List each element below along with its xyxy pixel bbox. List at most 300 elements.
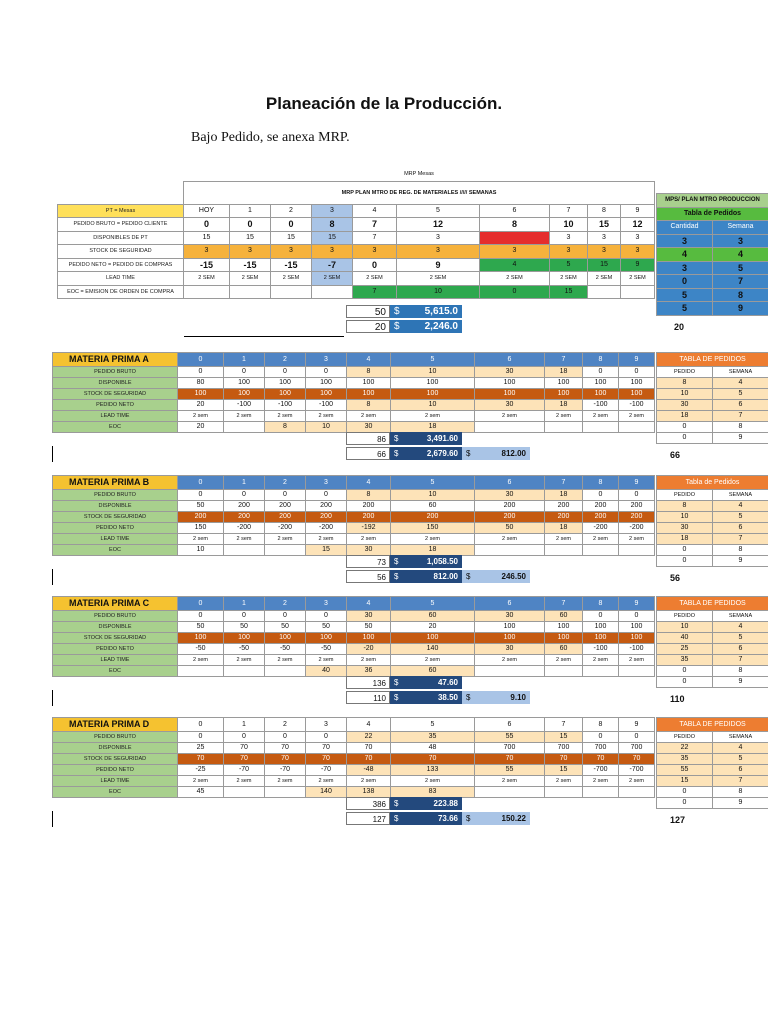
table-row — [53, 655, 655, 666]
cell: 30 — [347, 422, 391, 433]
total-extra: 246.50 — [501, 572, 526, 581]
cell — [588, 285, 621, 299]
cell: 55 — [475, 765, 545, 776]
cell: 20 — [178, 400, 224, 411]
cell: 30 — [475, 644, 545, 655]
week-cell: 5 — [391, 353, 475, 367]
week-cell: 4 — [347, 597, 391, 611]
cell — [230, 285, 271, 299]
cell: 0 — [178, 611, 224, 622]
cell: 0 — [224, 490, 265, 501]
cell: 2 sem — [583, 411, 619, 422]
row-label: EOC — [53, 787, 178, 798]
orders-col-header: SEMANA — [713, 490, 768, 501]
cell: 100 — [391, 633, 475, 644]
cell: 2 sem — [619, 534, 655, 545]
cell: 100 — [545, 389, 583, 400]
cell: 60 — [545, 611, 583, 622]
cell: 70 — [347, 754, 391, 765]
orders-col-header: SEMANA — [713, 732, 768, 743]
cell: 2 sem — [583, 776, 619, 787]
cell: 25 — [178, 743, 224, 754]
total-qty: 386 — [346, 797, 390, 810]
cell: 6 — [713, 765, 768, 776]
cell: 5 — [713, 633, 768, 644]
cell: 0 — [353, 258, 397, 272]
cell: 200 — [475, 512, 545, 523]
cell: 0 — [583, 732, 619, 743]
cell: 10 — [550, 218, 588, 232]
cell: 70 — [265, 754, 306, 765]
cell — [619, 422, 655, 433]
cell: 5 — [657, 302, 713, 316]
table-row — [53, 743, 655, 754]
cell: 3 — [184, 245, 230, 259]
cell: 15 — [306, 545, 347, 556]
orders-title: TABLA DE PEDIDOS — [657, 718, 768, 732]
material-total-1: 136 $ 47.60 — [346, 676, 462, 689]
cell: 5 — [657, 288, 713, 302]
row-label: PEDIDO NETO — [53, 400, 178, 411]
cell: 2 sem — [619, 411, 655, 422]
cell: 10 — [391, 367, 475, 378]
cell — [480, 231, 550, 245]
table-row — [58, 258, 655, 272]
row-label: PEDIDO BRUTO — [53, 611, 178, 622]
week-cell: HOY — [184, 204, 230, 218]
orders-sum: 127 — [670, 815, 686, 825]
week-cell: 3 — [306, 476, 347, 490]
orders-title: TABLA DE PEDIDOS — [657, 353, 768, 367]
cell: 100 — [224, 378, 265, 389]
cell: -100 — [306, 400, 347, 411]
cell: 140 — [391, 644, 475, 655]
pt-total-row-2: 20 $ 2,246.0 — [346, 320, 462, 333]
week-cell: 2 — [265, 476, 306, 490]
cell: 2 sem — [306, 655, 347, 666]
cell: 100 — [224, 389, 265, 400]
cell: -100 — [583, 400, 619, 411]
total-amount: 223.88 — [433, 799, 458, 808]
cell: -70 — [306, 765, 347, 776]
cell: 100 — [391, 378, 475, 389]
cell: 2 sem — [265, 655, 306, 666]
row-label: PEDIDO BRUTO — [53, 490, 178, 501]
row-label: EOC = EMISION DE ORDEN DE COMPRA — [58, 285, 184, 299]
cell: 140 — [306, 787, 347, 798]
table-row — [58, 245, 655, 259]
mps-table — [656, 193, 768, 316]
cell: 7 — [713, 534, 768, 545]
mps-title: MPS/ PLAN MTRO PRODUCCION — [657, 194, 768, 208]
cell: 2 sem — [475, 776, 545, 787]
cell: 100 — [583, 622, 619, 633]
cell: 2 sem — [475, 411, 545, 422]
cell: 20 — [391, 622, 475, 633]
total-amount: 3,491.60 — [426, 434, 458, 443]
cell: 40 — [306, 666, 347, 677]
cell: 2 sem — [224, 776, 265, 787]
cell: 10 — [178, 545, 224, 556]
table-row — [53, 633, 655, 644]
cell: 2 sem — [178, 655, 224, 666]
cell: 3 — [657, 261, 713, 275]
week-cell: 5 — [391, 476, 475, 490]
cell: 2 sem — [619, 776, 655, 787]
cell — [265, 545, 306, 556]
cell: 100 — [475, 389, 545, 400]
cell: -192 — [347, 523, 391, 534]
cell: 700 — [583, 743, 619, 754]
row-label: LEAD TIME — [58, 272, 184, 286]
cell: 2 sem — [265, 411, 306, 422]
cell: 200 — [583, 512, 619, 523]
cell: 2 sem — [545, 411, 583, 422]
material-total-2: 127 $ 73.66 $ 150.22 — [346, 812, 530, 825]
cell: 700 — [619, 743, 655, 754]
week-cell: 3 — [306, 597, 347, 611]
total-extra: 150.22 — [501, 814, 526, 823]
week-cell: 6 — [475, 353, 545, 367]
total-extra: 812.00 — [501, 449, 526, 458]
cell: 70 — [619, 754, 655, 765]
mrp-caption: MRP Mesas — [404, 171, 434, 177]
cell: 8 — [347, 490, 391, 501]
cell: 3 — [657, 234, 713, 248]
cell: 35 — [657, 754, 713, 765]
cell: 0 — [224, 611, 265, 622]
cell — [583, 666, 619, 677]
table-row — [53, 422, 655, 433]
cell: 100 — [347, 633, 391, 644]
cell: 55 — [657, 765, 713, 776]
week-cell: 3 — [306, 353, 347, 367]
cell — [583, 787, 619, 798]
week-cell: 6 — [475, 597, 545, 611]
cell: 0 — [657, 798, 713, 809]
cell — [619, 545, 655, 556]
week-cell: 8 — [588, 204, 621, 218]
cell: 100 — [619, 389, 655, 400]
cell — [178, 666, 224, 677]
table-row — [53, 545, 655, 556]
cell: 2 sem — [265, 534, 306, 545]
cell: 3 — [397, 231, 480, 245]
row-label: DISPONIBLES DE PT — [58, 231, 184, 245]
cell: 0 — [265, 367, 306, 378]
week-cell: 6 — [475, 476, 545, 490]
cell: 2 SEM — [397, 272, 480, 286]
total-qty: 127 — [346, 812, 390, 825]
row-label: DISPONIBLE — [53, 501, 178, 512]
cell: 35 — [391, 732, 475, 743]
cell: 100 — [545, 622, 583, 633]
table-row — [53, 400, 655, 411]
week-cell: 2 — [265, 718, 306, 732]
cell: 70 — [545, 754, 583, 765]
cell: 0 — [306, 367, 347, 378]
total-qty: 50 — [346, 305, 390, 318]
week-cell: 6 — [480, 204, 550, 218]
cell: 0 — [657, 556, 713, 567]
total-qty: 66 — [346, 447, 390, 460]
week-cell: 0 — [178, 718, 224, 732]
cell — [475, 666, 545, 677]
cell — [265, 787, 306, 798]
cell: 5 — [713, 389, 768, 400]
cell: 6 — [713, 644, 768, 655]
cell: 4 — [480, 258, 550, 272]
cell: 2 sem — [391, 411, 475, 422]
orders-col-header: PEDIDO — [657, 611, 713, 622]
cell: 2 sem — [583, 534, 619, 545]
cell: 2 sem — [178, 411, 224, 422]
cell: 7 — [353, 218, 397, 232]
row-label: DISPONIBLE — [53, 378, 178, 389]
week-cell: 2 — [271, 204, 312, 218]
cell: 0 — [224, 367, 265, 378]
cell: 4 — [713, 248, 768, 262]
material-total-2: 110 $ 38.50 $ 9.10 — [346, 691, 530, 704]
cell: 30 — [347, 611, 391, 622]
cell: 0 — [657, 677, 713, 688]
cell: 2 SEM — [271, 272, 312, 286]
cell: 3 — [312, 245, 353, 259]
cell: 3 — [353, 245, 397, 259]
cell: 7 — [713, 275, 768, 289]
cell: 9 — [713, 677, 768, 688]
cell: 18 — [657, 534, 713, 545]
table-row — [53, 732, 655, 743]
cell: 5 — [713, 512, 768, 523]
cell — [545, 422, 583, 433]
cell: -50 — [265, 644, 306, 655]
cell: 18 — [391, 422, 475, 433]
cell: 30 — [347, 545, 391, 556]
cell: 30 — [657, 523, 713, 534]
divider — [52, 690, 53, 706]
cell: 10 — [391, 400, 475, 411]
week-cell: 1 — [230, 204, 271, 218]
cell: 2 sem — [224, 655, 265, 666]
cell: 60 — [391, 611, 475, 622]
cell: 2 sem — [391, 776, 475, 787]
cell: 0 — [619, 490, 655, 501]
material-total-2: 66 $ 2,679.60 $ 812.00 — [346, 447, 530, 460]
week-cell: 8 — [583, 353, 619, 367]
material-total-1: 73 $ 1,058.50 — [346, 555, 462, 568]
orders-table — [656, 717, 768, 809]
cell: 50 — [265, 622, 306, 633]
cell: 0 — [619, 611, 655, 622]
cell: 3 — [621, 245, 655, 259]
cell: 9 — [713, 798, 768, 809]
week-cell: 4 — [347, 718, 391, 732]
cell: -100 — [619, 644, 655, 655]
week-cell: 4 — [353, 204, 397, 218]
cell: 2 SEM — [621, 272, 655, 286]
week-cell: 7 — [545, 353, 583, 367]
mps-sum: 20 — [674, 322, 685, 332]
cell: 2 sem — [178, 776, 224, 787]
cell: 15 — [588, 258, 621, 272]
cell: -200 — [265, 523, 306, 534]
cell: 200 — [347, 512, 391, 523]
cell: 0 — [657, 275, 713, 289]
week-cell: 7 — [545, 476, 583, 490]
week-cell: 7 — [545, 718, 583, 732]
cell: 70 — [178, 754, 224, 765]
cell: 100 — [265, 389, 306, 400]
total-amount: 812.00 — [433, 572, 458, 581]
cell — [619, 787, 655, 798]
cell: 0 — [657, 422, 713, 433]
cell: 2 sem — [224, 411, 265, 422]
cell: 4 — [713, 622, 768, 633]
cell: 2 sem — [347, 776, 391, 787]
cell: 15 — [230, 231, 271, 245]
table-row — [53, 644, 655, 655]
cell: 150 — [178, 523, 224, 534]
cell: 0 — [265, 490, 306, 501]
cell: 4 — [657, 248, 713, 262]
cell: 2 sem — [306, 534, 347, 545]
table-row — [58, 218, 655, 232]
orders-table — [656, 596, 768, 688]
table-row — [53, 754, 655, 765]
total-qty: 86 — [346, 432, 390, 445]
cell: 7 — [353, 285, 397, 299]
cell — [475, 422, 545, 433]
total-qty: 73 — [346, 555, 390, 568]
material-name: MATERIA PRIMA B — [53, 476, 178, 490]
cell: 200 — [545, 501, 583, 512]
row-label: PEDIDO NETO — [53, 644, 178, 655]
week-cell: 6 — [475, 718, 545, 732]
cell: 9 — [621, 258, 655, 272]
cell: 30 — [475, 490, 545, 501]
cell: 80 — [178, 378, 224, 389]
cell: 8 — [657, 378, 713, 389]
cell: 7 — [713, 776, 768, 787]
week-cell: 1 — [224, 476, 265, 490]
cell — [545, 666, 583, 677]
week-cell: 9 — [619, 718, 655, 732]
cell: 100 — [306, 389, 347, 400]
cell: 2 SEM — [550, 272, 588, 286]
week-cell: 0 — [178, 353, 224, 367]
material-name: MATERIA PRIMA A — [53, 353, 178, 367]
orders-table — [656, 475, 768, 567]
table-row — [58, 285, 655, 299]
material-total-1: 386 $ 223.88 — [346, 797, 462, 810]
week-cell: 4 — [347, 476, 391, 490]
table-row — [53, 765, 655, 776]
cell — [265, 666, 306, 677]
cell — [224, 666, 265, 677]
cell: -200 — [306, 523, 347, 534]
cell: 2 sem — [347, 411, 391, 422]
row-label: LEAD TIME — [53, 655, 178, 666]
cell: 2 SEM — [588, 272, 621, 286]
cell: -700 — [619, 765, 655, 776]
cell: 9 — [397, 258, 480, 272]
cell: 200 — [224, 512, 265, 523]
cell: 70 — [306, 743, 347, 754]
material-name: MATERIA PRIMA D — [53, 718, 178, 732]
orders-sum: 110 — [670, 694, 685, 704]
cell: 30 — [475, 367, 545, 378]
row-label: DISPONIBLE — [53, 743, 178, 754]
cell: 3 — [550, 245, 588, 259]
orders-col-header: PEDIDO — [657, 732, 713, 743]
cell: 150 — [391, 523, 475, 534]
row-label: LEAD TIME — [53, 534, 178, 545]
cell: -700 — [583, 765, 619, 776]
cell: 18 — [545, 400, 583, 411]
total-amount: 5,615.0 — [424, 306, 458, 317]
cell: 3 — [588, 245, 621, 259]
cell: 200 — [619, 512, 655, 523]
cell: 30 — [475, 611, 545, 622]
cell: 8 — [265, 422, 306, 433]
cell: 100 — [619, 633, 655, 644]
cell: 700 — [475, 743, 545, 754]
cell: 60 — [391, 666, 475, 677]
orders-col-header: SEMANA — [713, 367, 768, 378]
table-row — [53, 534, 655, 545]
material-total-2: 56 $ 812.00 $ 246.50 — [346, 570, 530, 583]
table-row — [53, 378, 655, 389]
cell: 3 — [271, 245, 312, 259]
cell: 3 — [230, 245, 271, 259]
cell: 8 — [713, 545, 768, 556]
cell: 0 — [178, 490, 224, 501]
cell: 8 — [347, 400, 391, 411]
cell — [475, 787, 545, 798]
cell: -15 — [184, 258, 230, 272]
total-amount: 38.50 — [437, 693, 458, 702]
cell: 15 — [550, 285, 588, 299]
cell: 15 — [657, 776, 713, 787]
divider — [184, 336, 344, 337]
row-label: PEDIDO BRUTO = PEDIDO CLIENTE — [58, 218, 184, 232]
cell: 15 — [312, 231, 353, 245]
cell: -50 — [224, 644, 265, 655]
cell: -70 — [224, 765, 265, 776]
cell: 8 — [713, 787, 768, 798]
total-qty: 56 — [346, 570, 390, 583]
cell: 15 — [271, 231, 312, 245]
orders-col-header: PEDIDO — [657, 367, 713, 378]
cell: 133 — [391, 765, 475, 776]
cell: 100 — [619, 378, 655, 389]
row-label: STOCK DE SEGURIDAD — [53, 389, 178, 400]
orders-col-header: SEMANA — [713, 611, 768, 622]
cell: -48 — [347, 765, 391, 776]
cell: -50 — [306, 644, 347, 655]
cell: 22 — [347, 732, 391, 743]
mrp-pt-header-row — [58, 204, 655, 218]
week-cell: 8 — [583, 476, 619, 490]
cell: 9 — [713, 433, 768, 444]
cell: 15 — [184, 231, 230, 245]
cell: 3 — [397, 245, 480, 259]
cell: 8 — [713, 288, 768, 302]
cell: 0 — [657, 666, 713, 677]
cell: 200 — [178, 512, 224, 523]
row-label: STOCK DE SEGURIDAD — [53, 633, 178, 644]
